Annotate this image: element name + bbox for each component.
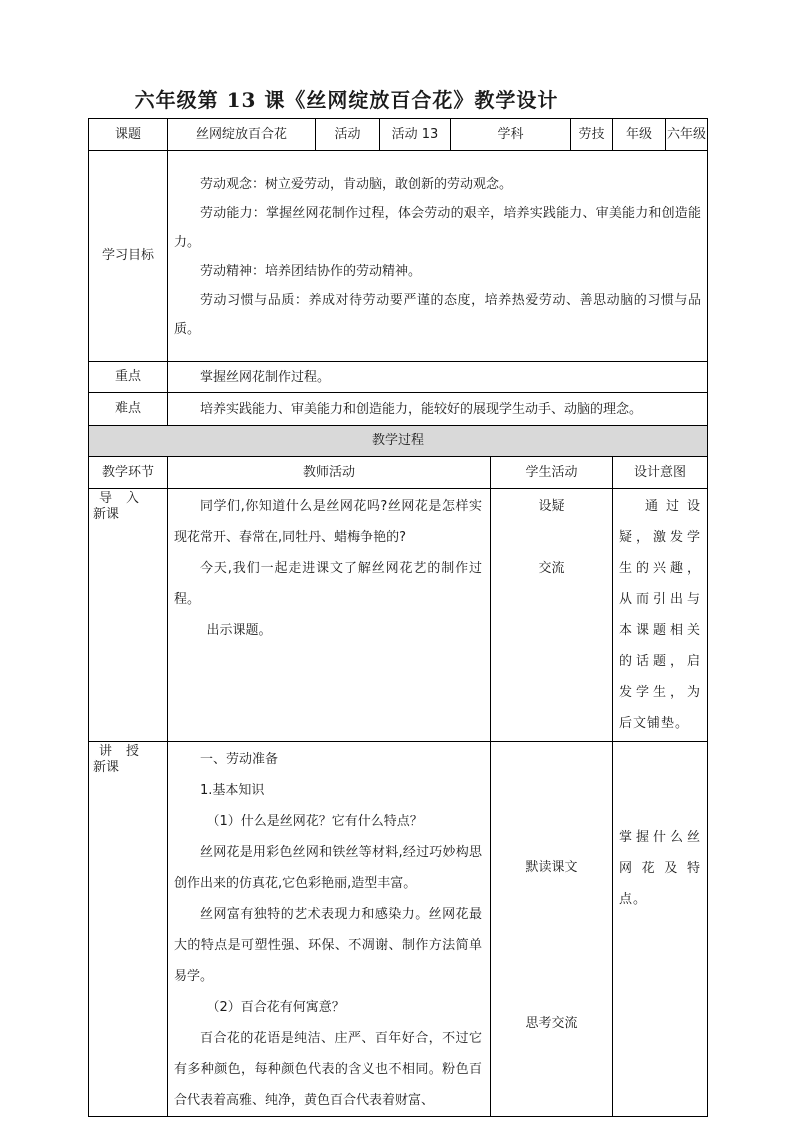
discipline-value: 劳技 (571, 119, 613, 151)
intro-row (89, 489, 708, 742)
lecture-step: 讲授 新课 (89, 742, 168, 1117)
lecture-design-intent: 掌握什么丝网花及特点。 (613, 742, 708, 1117)
key-point-value: 掌握丝网花制作过程。 (168, 362, 708, 393)
key-point-row (89, 362, 708, 393)
difficulty-value: 培养实践能力、审美能力和创造能力，能较好的展现学生动手、动脑的理念。 (168, 393, 708, 426)
grade-label: 年级 (613, 119, 666, 151)
process-heading-row (89, 426, 708, 457)
column-header-student: 学生活动 (491, 457, 613, 489)
column-header-intent: 设计意图 (613, 457, 708, 489)
intro-design-intent: 通过设疑，激发学生的兴趣，从而引出与本课题相关的话题，启发学生，为后文铺垫。 (613, 489, 708, 742)
lecture-student-activity: 默读课文 思考交流 (491, 742, 613, 1117)
intro-student-activity: 设疑 交流 (491, 489, 613, 742)
activity-label: 活动 (316, 119, 380, 151)
lesson-plan-table (88, 118, 708, 1117)
objective-item: 劳动精神：培养团结协作的劳动精神。 (200, 264, 422, 279)
objectives-row (89, 151, 708, 362)
discipline-label: 学科 (451, 119, 571, 151)
subject-label: 课题 (89, 119, 168, 151)
column-header-step: 教学环节 (89, 457, 168, 489)
objective-item: 劳动观念：树立爱劳动，肯动脑，敢创新的劳动观念。 (200, 177, 513, 192)
difficulty-label: 难点 (89, 393, 168, 426)
activity-value: 活动 13 (380, 119, 451, 151)
process-columns-row (89, 457, 708, 489)
intro-step: 导入 新课 (89, 489, 168, 742)
objectives-label: 学习目标 (89, 151, 168, 362)
objectives-content (168, 151, 708, 362)
lecture-row (89, 742, 708, 1117)
process-heading: 教学过程 (89, 426, 708, 457)
grade-value: 六年级 (666, 119, 708, 151)
difficulty-row (89, 393, 708, 426)
lecture-teacher-activity: 一、劳动准备 1.基本知识 （1）什么是丝网花？它有什么特点？ 丝网花是用彩色丝网和铁丝等材料,经过巧妙构思创作出来的仿真花,它色彩艳丽,造型丰富。 丝网富有独特的艺术表现力和感染力。丝网花最大的特点是可塑性强、环保、不凋谢、制作方法简单易学。 （2）百合花有何寓意？ 百合花的花语是纯洁、庄严、百年好合，不过它有多种颜色，每种颜色代表的含义也不相同。粉色百合代表着高雅、纯净，黄色百合代表着财富、 (168, 742, 491, 1117)
column-header-teacher: 教师活动 (168, 457, 491, 489)
intro-teacher-activity: 同学们,你知道什么是丝网花吗?丝网花是怎样实现花常开、春常在,同牡丹、蜡梅争艳的? 今天,我们一起走进课文了解丝网花艺的制作过程。 出示课题。 (168, 489, 491, 742)
objective-item: 劳动能力：掌握丝网花制作过程，体会劳动的艰辛，培养实践能力、审美能力和创造能力。 (174, 206, 702, 250)
header-row (89, 119, 708, 151)
page-title: 六年级第 13 课《丝网绽放百合花》教学设计 (134, 88, 559, 112)
objective-item: 劳动习惯与品质：养成对待劳动要严谨的态度，培养热爱劳动、善思动脑的习惯与品质。 (174, 293, 702, 337)
subject-value: 丝网绽放百合花 (168, 119, 316, 151)
key-point-label: 重点 (89, 362, 168, 393)
